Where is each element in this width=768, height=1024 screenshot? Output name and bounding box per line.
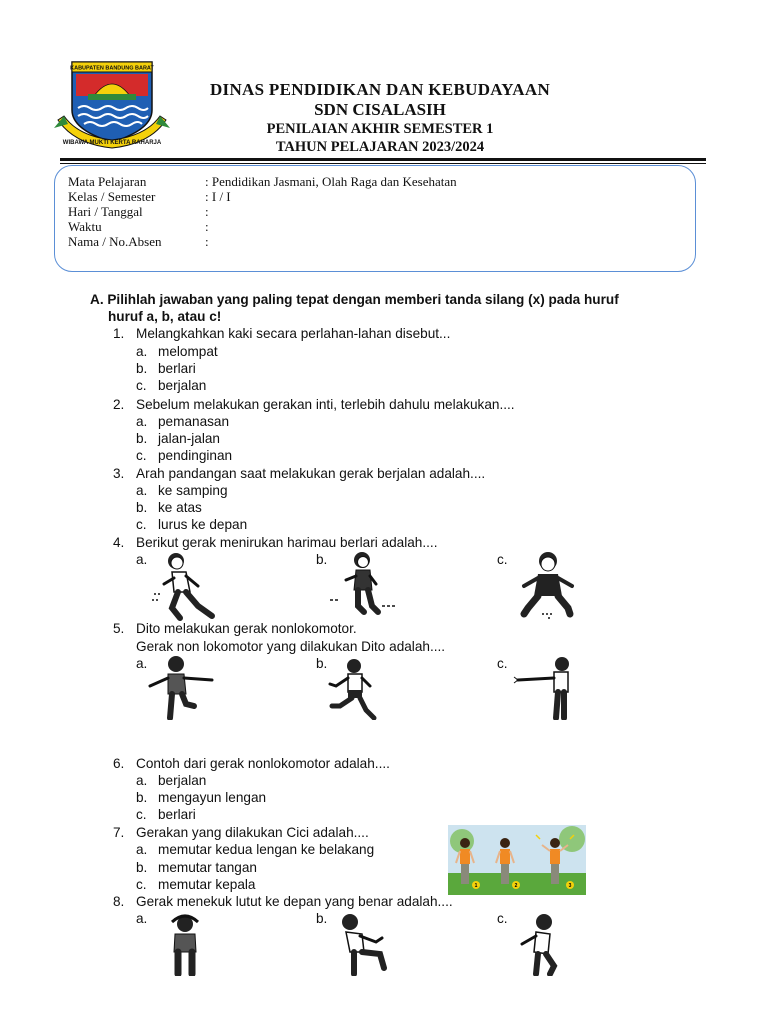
option-text[interactable]: berlari [158,807,196,822]
option-text[interactable]: berjalan [158,773,207,788]
option-text[interactable]: berlari [158,361,196,376]
identity-value: : [205,219,209,234]
header-exam-title: PENILAIAN AKHIR SEMESTER 1 [266,121,494,137]
option-text[interactable]: mengayun lengan [158,790,267,805]
picture-option-label[interactable]: b. [316,656,328,671]
section-a-instruction: A. Pilihlah jawaban yang paling tepat dengan memberi tanda silang (x) pada huruf [90,292,619,307]
option-text[interactable]: ke samping [158,483,228,498]
question-text: Contoh dari gerak nonlokomotor adalah.... [136,756,390,771]
header-school-year: TAHUN PELAJARAN 2023/2024 [275,139,485,155]
boy-hands-on-head-figure[interactable] [160,912,210,976]
cici-exercise-image [448,825,586,895]
option-letter[interactable]: b. [136,860,148,875]
identity-value: : Pendidikan Jasmani, Olah Raga dan Kesehatan [205,174,457,189]
identity-value: : I / I [205,189,231,204]
picture-option-label[interactable]: a. [136,911,148,926]
option-letter[interactable]: a. [136,483,148,498]
question-number: 7. [113,825,125,840]
picture-option-label[interactable]: a. [136,552,148,567]
identity-label: Hari / Tanggal [68,204,143,219]
question-text: Arah pandangan saat melakukan gerak berjalan adalah.... [136,466,486,481]
option-letter[interactable]: a. [136,414,148,429]
boy-arms-swing-figure[interactable] [146,654,220,720]
image-badge: 1 [474,883,478,889]
question-number: 6. [113,756,125,771]
option-letter[interactable]: c. [136,448,147,463]
question-number: 2. [113,397,125,412]
question-text: Gerak menekuk lutut ke depan yang benar adalah.... [136,894,453,909]
identity-value: : [205,204,209,219]
option-letter[interactable]: b. [136,431,148,446]
question-number: 5. [113,621,125,636]
boy-jogging-figure[interactable] [324,656,382,720]
option-letter[interactable]: c. [136,517,147,532]
option-text[interactable]: melompat [158,344,218,359]
option-text[interactable]: memutar tangan [158,860,257,875]
boy-running-figure[interactable] [150,550,222,622]
question-text-cont: Gerak non lokomotor yang dilakukan Dito adalah.... [136,639,446,654]
question-number: 4. [113,535,125,550]
option-text[interactable]: memutar kepala [158,877,256,892]
option-text[interactable]: lurus ke depan [158,517,248,532]
option-letter[interactable]: a. [136,773,148,788]
option-letter[interactable]: c. [136,378,147,393]
identity-label: Kelas / Semester [68,189,156,204]
question-text: Dito melakukan gerak nonlokomotor. [136,621,357,636]
identity-label: Mata Pelajaran [68,174,147,189]
option-text[interactable]: pendinginan [158,448,233,463]
logo-top-text: KABUPATEN BANDUNG BARAT [70,65,154,72]
option-text[interactable]: memutar kedua lengan ke belakang [158,842,375,857]
option-text[interactable]: pemanasan [158,414,230,429]
question-number: 3. [113,466,125,481]
image-badge: 3 [568,883,572,889]
question-text: Berikut gerak menirukan harimau berlari adalah.... [136,535,438,550]
option-letter[interactable]: b. [136,361,148,376]
question-number: 1. [113,326,125,341]
option-text[interactable]: berjalan [158,378,207,393]
section-a-instruction-cont: huruf a, b, atau c! [108,309,222,324]
picture-option-label[interactable]: c. [497,911,508,926]
header-rule-thick [60,158,706,161]
header-line-1: DINAS PENDIDIKAN DAN KEBUDAYAAN [209,80,551,99]
option-letter[interactable]: b. [136,500,148,515]
question-text: Gerakan yang dilakukan Cici adalah.... [136,825,369,840]
option-letter[interactable]: a. [136,344,148,359]
option-letter[interactable]: c. [136,807,147,822]
option-letter[interactable]: b. [136,790,148,805]
question-text: Sebelum melakukan gerakan inti, terlebih dahulu melakukan.... [136,397,515,412]
girl-tiptoe-figure[interactable] [328,550,400,616]
picture-option-label[interactable]: b. [316,911,328,926]
picture-option-label[interactable]: b. [316,552,328,567]
picture-option-label[interactable]: c. [497,656,508,671]
boy-crouching-figure[interactable] [514,550,580,622]
question-number: 8. [113,894,125,909]
logo-motto: WIBAWA MUKTI KERTA RAHARJA [62,140,162,146]
option-letter[interactable]: a. [136,842,148,857]
question-text: Melangkahkan kaki secara perlahan-lahan disebut... [136,326,451,341]
identity-label: Waktu [68,219,102,234]
picture-option-label[interactable]: c. [497,552,508,567]
option-text[interactable]: ke atas [158,500,202,515]
picture-option-label[interactable]: a. [136,656,148,671]
option-letter[interactable]: c. [136,877,147,892]
header-school-name: SDN CISALASIH [314,100,446,119]
identity-label: Nama / No.Absen [68,234,162,249]
boy-leaning-figure[interactable] [514,912,564,976]
boy-arm-extended-figure[interactable] [512,654,576,720]
header-rule-thin [60,163,706,164]
boy-knee-bend-figure[interactable] [332,912,396,976]
image-badge: 2 [514,883,518,889]
identity-value: : [205,234,209,249]
option-text[interactable]: jalan-jalan [158,431,220,446]
